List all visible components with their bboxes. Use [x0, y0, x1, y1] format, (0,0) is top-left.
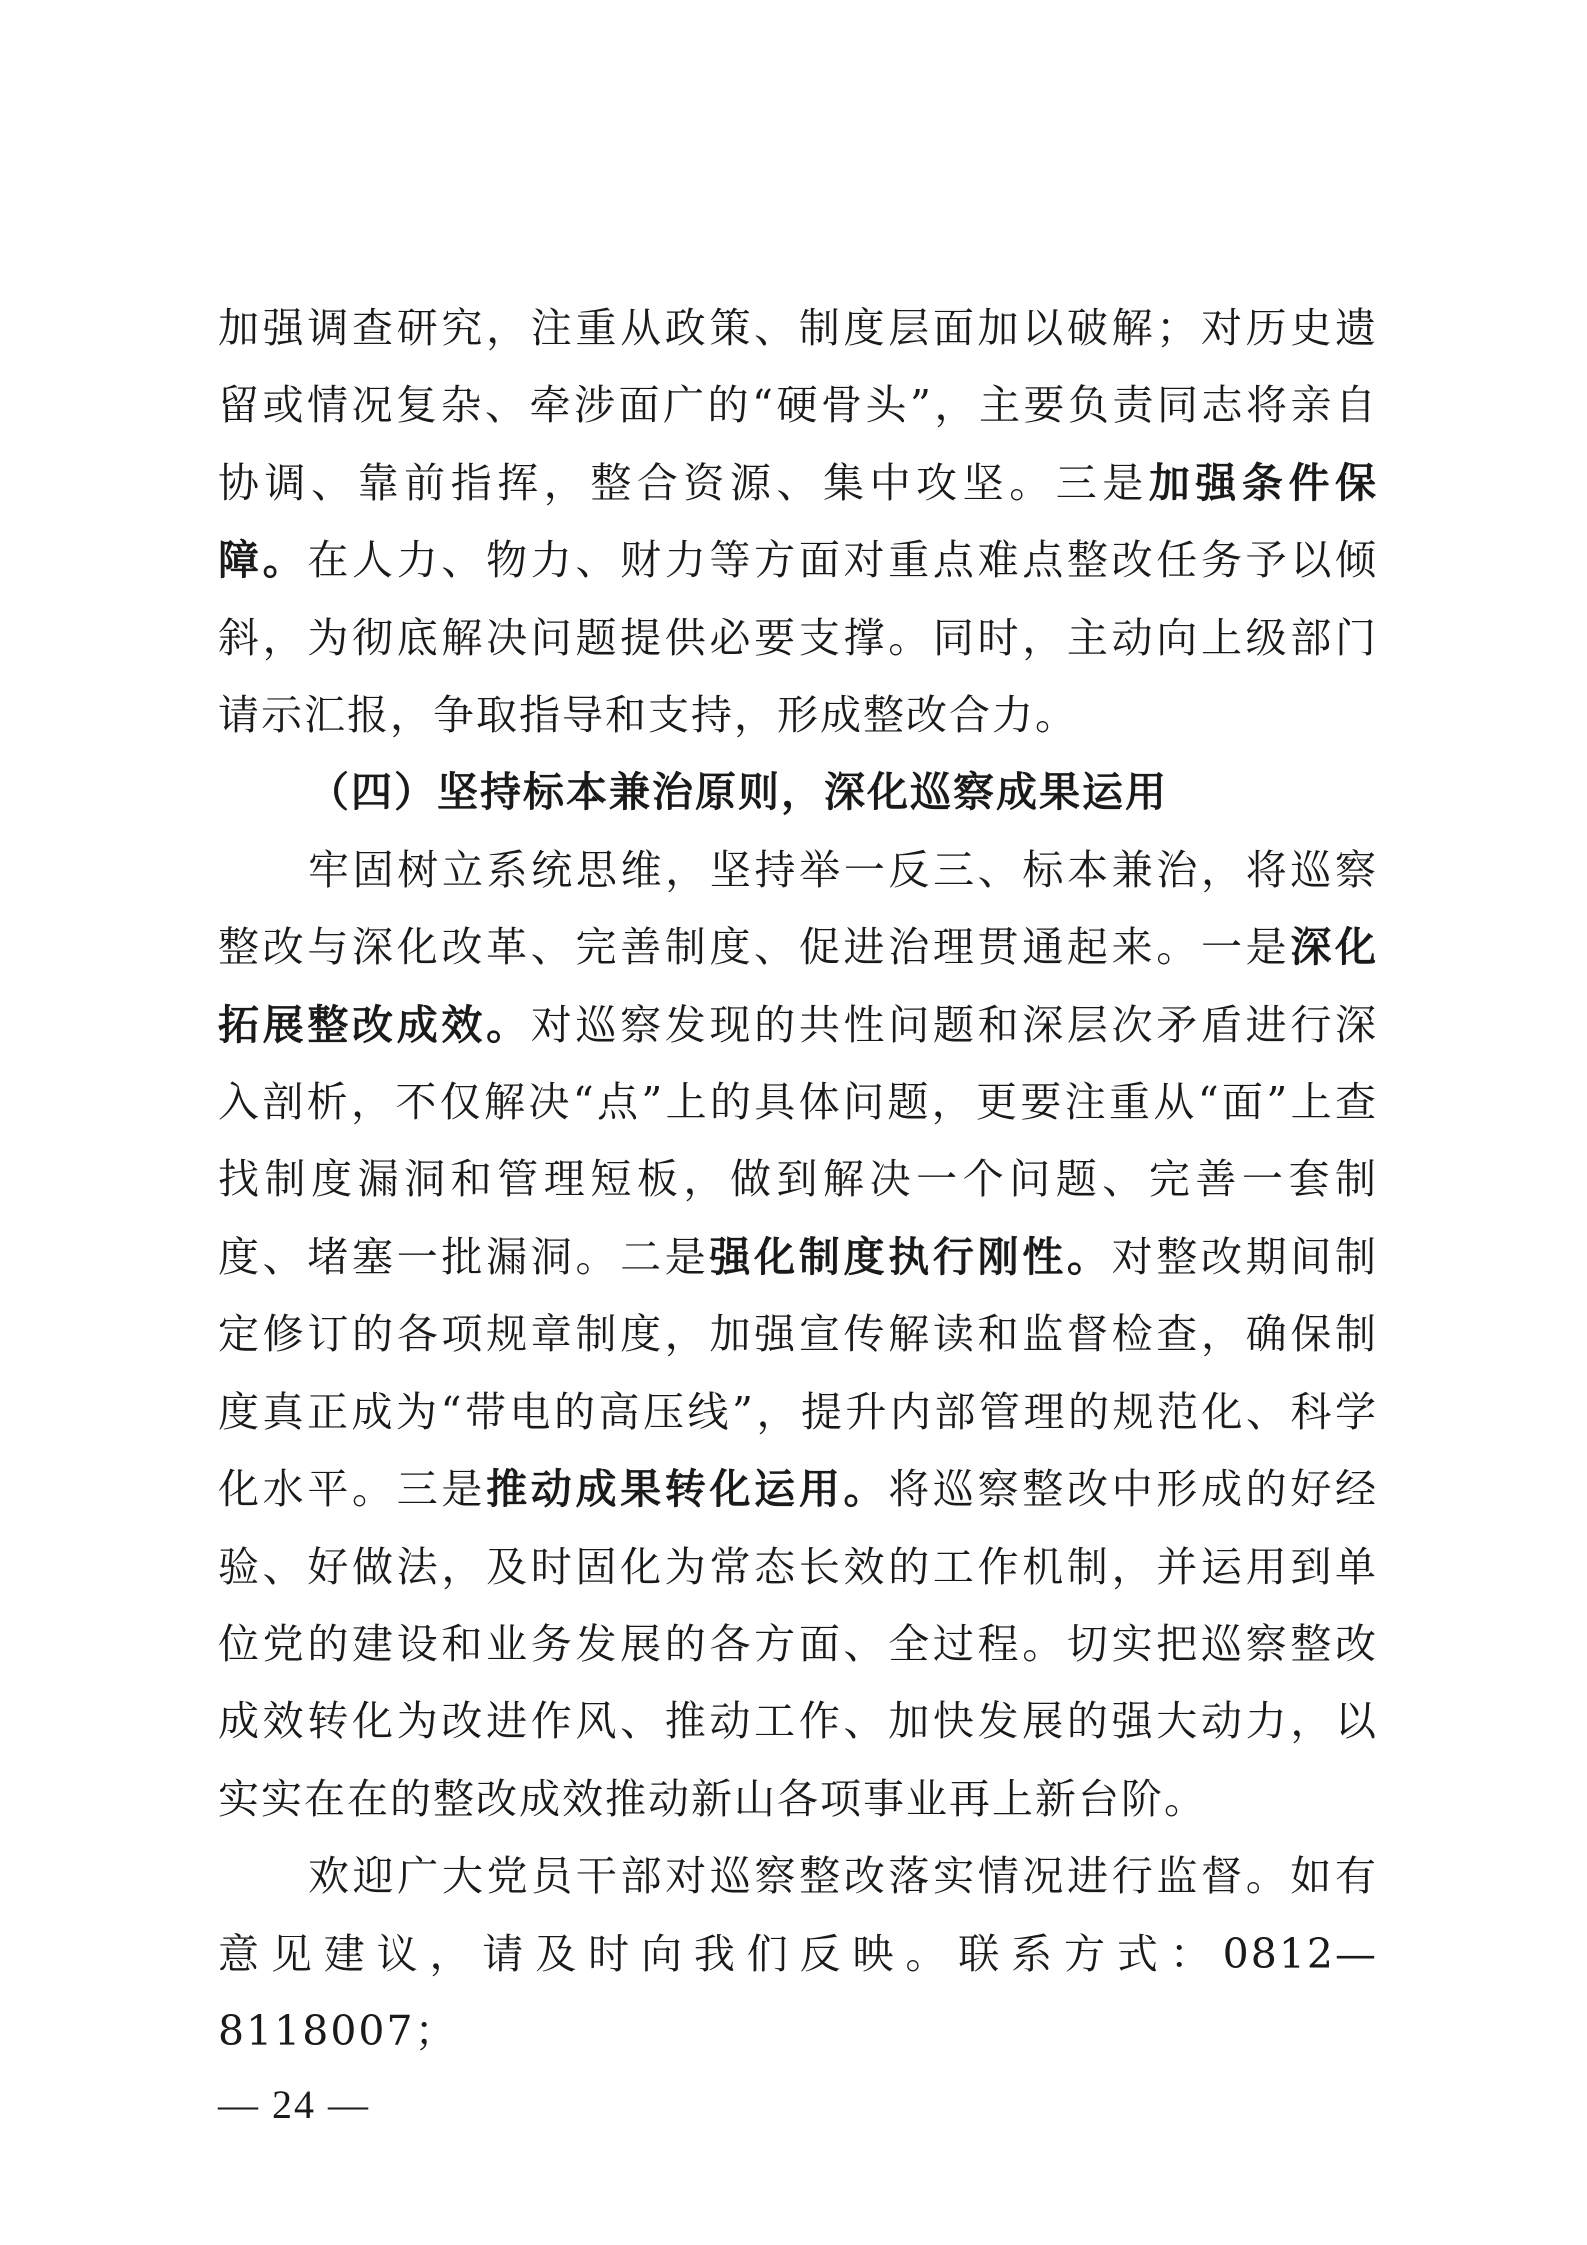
emphasis-text: 深化拓展整改成效。	[218, 923, 1379, 1049]
emphasis-text: 推动成果转化运用。	[486, 1465, 889, 1514]
paragraph-text: 牢固树立系统思维，坚持举一反三、标本兼治，将巡察整改与深化改革、完善制度、促进治理贯通起来。一是	[218, 845, 1378, 972]
paragraph-text: 加强调查研究，注重从政策、制度层面加以破解；对历史遗留或情况复杂、牵涉面广的“硬骨头”，主要负责同志将亲自协调、靠前指挥，整合资源、集中攻坚。三是	[218, 304, 1378, 507]
document-body	[218, 290, 1378, 2070]
paragraph-text: 对巡察发现的共性问题和深层次矛盾进行深入剖析，不仅解决“点”上的具体问题，更要注重从“面”上查找制度漏洞和管理短板，做到解决一个问题、完善一套制度、堵塞一批漏洞。二是	[218, 1000, 1379, 1281]
paragraph-text: 对整改期间制定修订的各项规章制度，加强宣传解读和监督检查，确保制度真正成为“带电的高压线”，提升内部管理的规范化、科学化水平。三是	[218, 1232, 1379, 1514]
paragraph-text: 在人力、物力、财力等方面对重点难点整改任务予以倾斜，为彻底解决问题提供必要支撑。同时，主动向上级部门请示汇报，争取指导和支持，形成整改合力。	[218, 536, 1379, 740]
paragraph-text: 将巡察整改中形成的好经验、好做法，及时固化为常态长效的工作机制，并运用到单位党的建设和业务发展的各方面、全过程。切实把巡察整改成效转化为改进作风、推动工作、加快发展的强大动力，以实实在在的整改成效推动新山各项事业再上新台阶。	[218, 1465, 1379, 1823]
emphasis-text: 强化制度执行刚性。	[709, 1232, 1112, 1281]
emphasis-text: 加强条件保障。	[218, 458, 1379, 585]
section-heading: （四）坚持标本兼治原则，深化巡察成果运用	[308, 768, 1168, 817]
paragraph-contact: 欢迎广大党员干部对巡察整改落实情况进行监督。如有意见建议，请及时向我们反映。联系方式：0812—8118007；	[218, 1852, 1378, 2055]
page-number: — 24 —	[218, 2082, 370, 2127]
paragraph-continuation	[218, 290, 1378, 754]
paragraph-section-four	[218, 832, 1378, 1838]
